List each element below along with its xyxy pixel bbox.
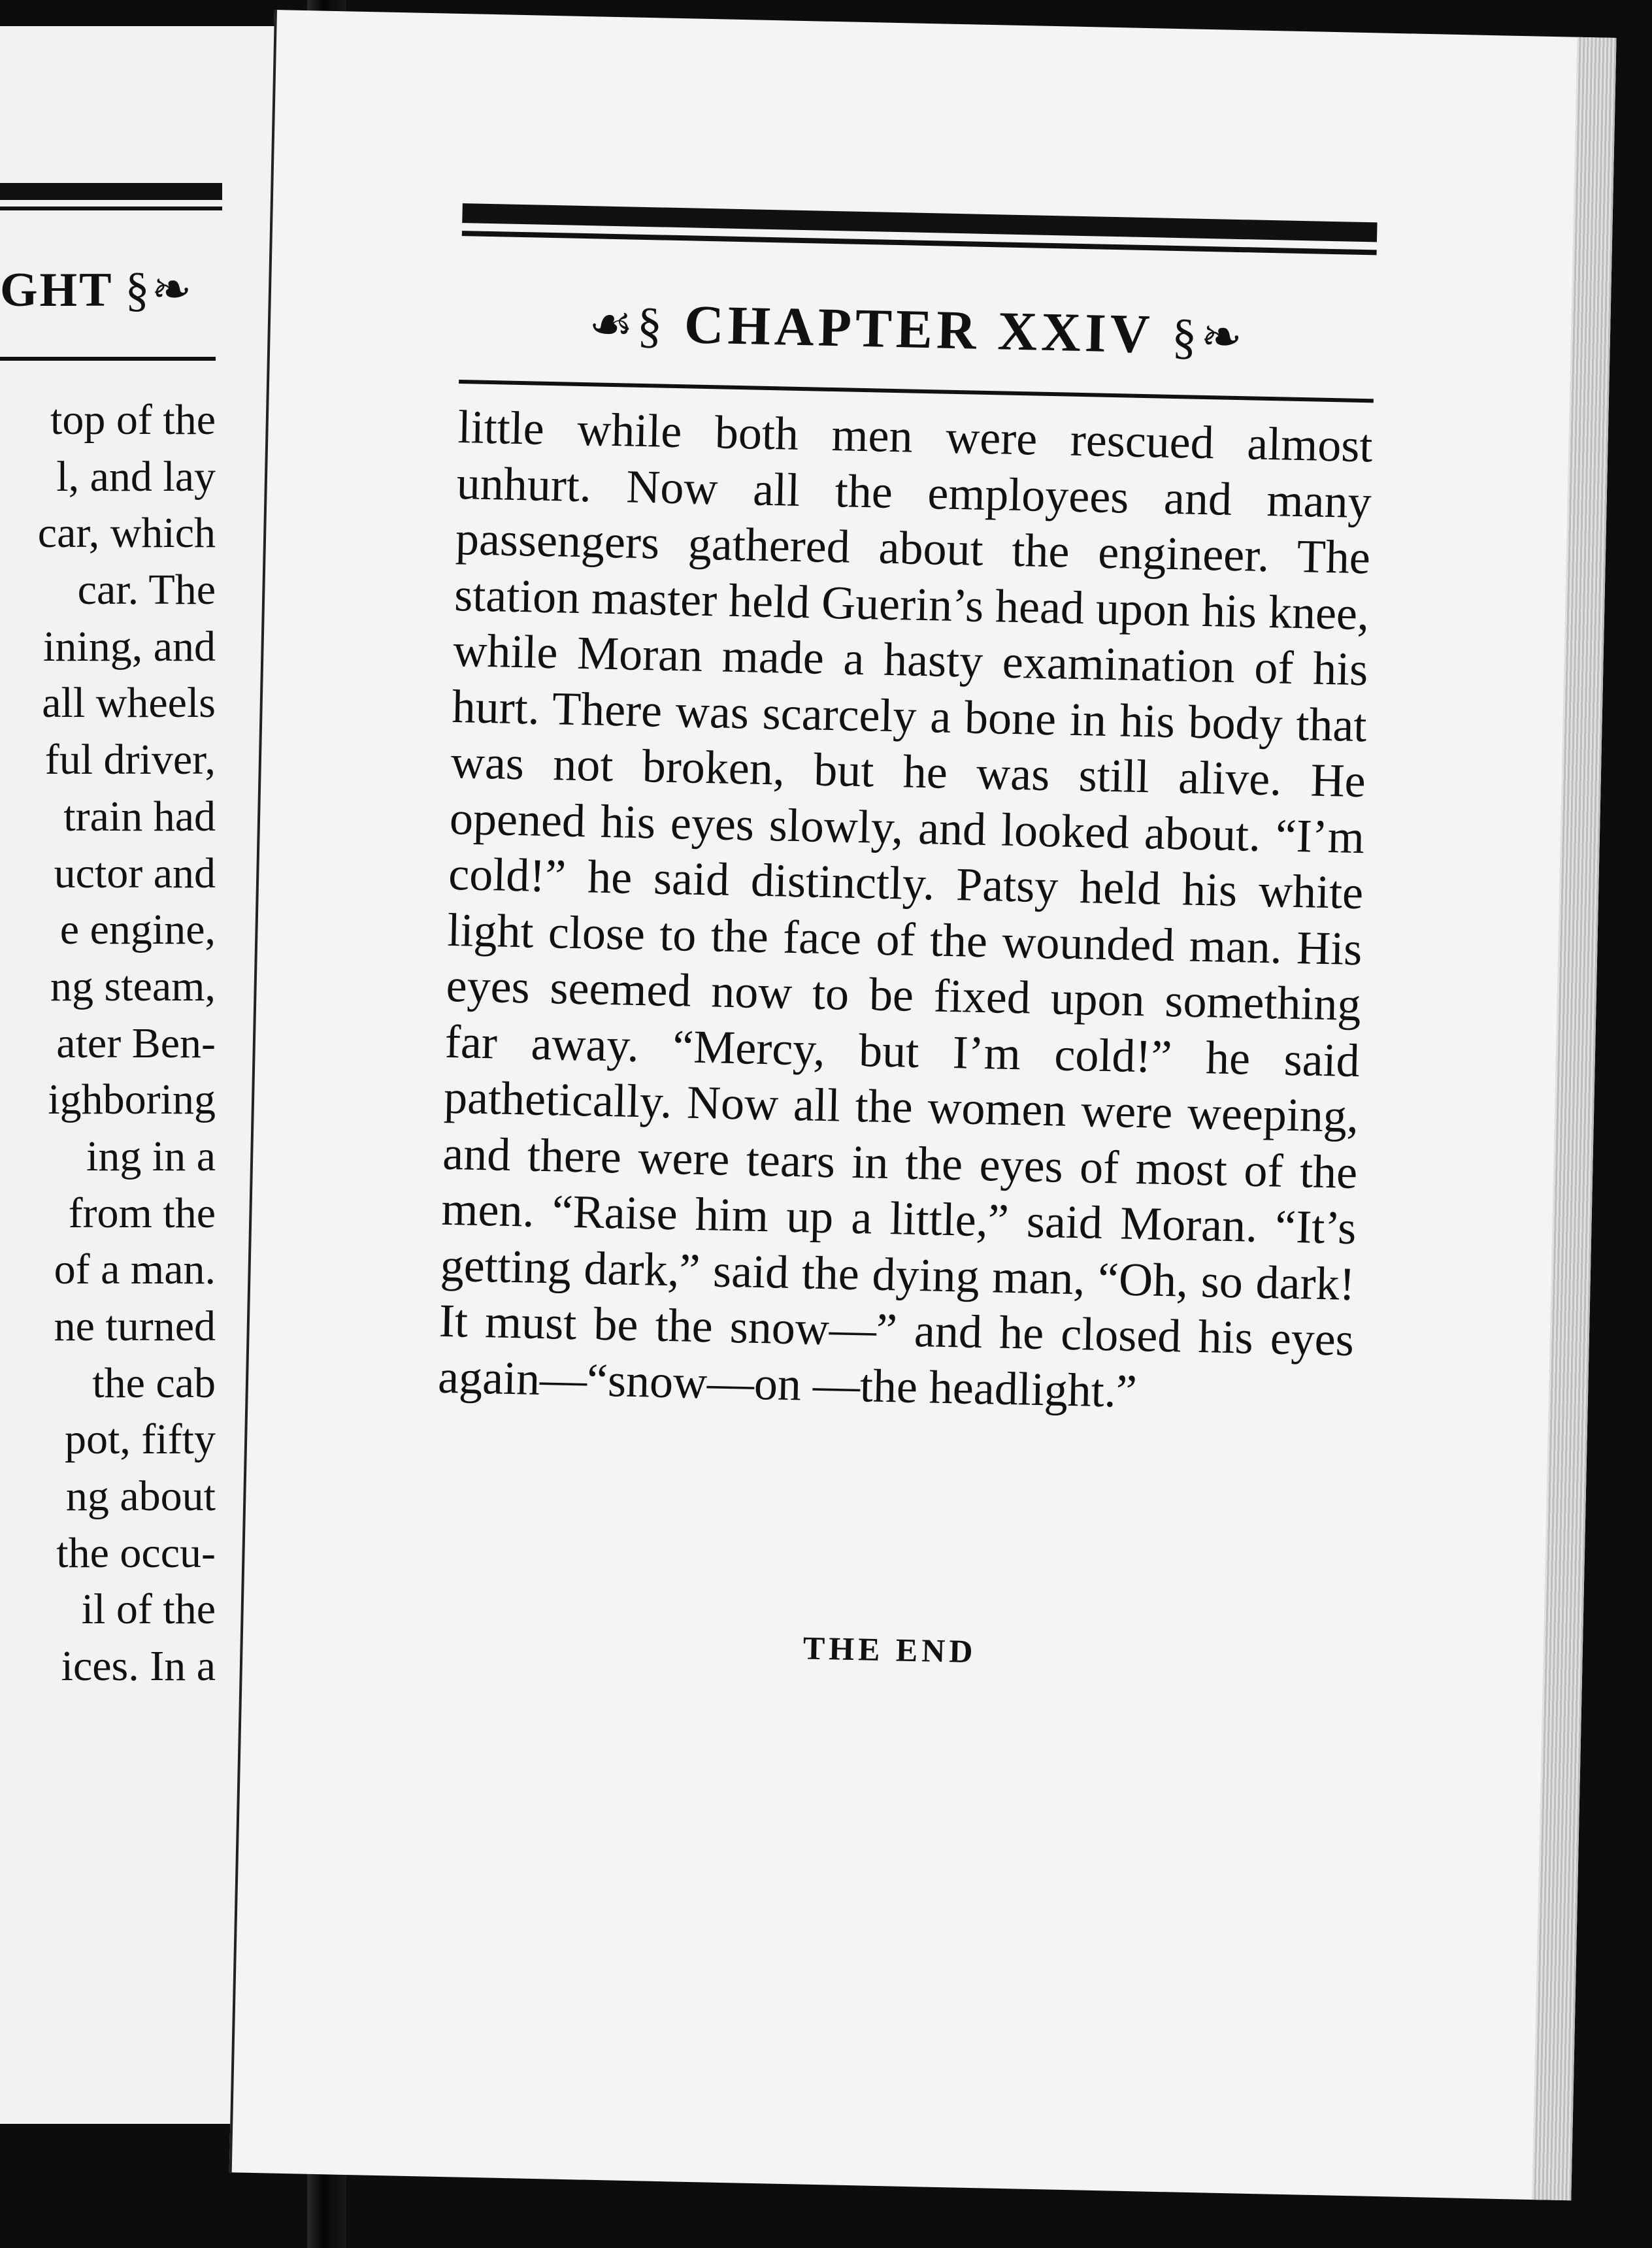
ornament-icon: §❧ [125, 263, 194, 317]
text-line: the occu- [56, 1529, 216, 1577]
the-end-label: THE END [802, 1629, 978, 1670]
chapter-body [437, 399, 1373, 1424]
text-line: e engine, [59, 906, 216, 954]
text-line: l, and lay [56, 452, 216, 501]
header-rule-thin [0, 207, 222, 210]
text-line: ater Ben- [56, 1019, 216, 1067]
chapter-title: CHAPTER XXIV [684, 294, 1155, 365]
text-line: pot, fifty [65, 1415, 216, 1464]
text-line: ne turned [54, 1302, 216, 1350]
text-line: ighboring [48, 1076, 216, 1124]
text-line: ining, and [43, 622, 216, 670]
text-line: top of the [50, 396, 216, 444]
previous-page-text [0, 392, 216, 1695]
running-head [0, 261, 194, 318]
ornament-left-icon: ☙§ [588, 297, 667, 354]
text-line: ng about [65, 1472, 216, 1521]
current-page [229, 10, 1617, 2200]
text-line: ing in a [86, 1132, 216, 1180]
text-line: all wheels [42, 679, 216, 727]
head-underline-rule [0, 357, 216, 361]
text-line: car. The [77, 566, 216, 614]
text-line: car, which [37, 509, 216, 557]
text-line: uctor and [54, 849, 216, 897]
ornament-right-icon: §❧ [1171, 308, 1247, 366]
text-line: ful driver, [44, 736, 216, 784]
header-rule-thick [0, 183, 222, 200]
heading-underline-rule [459, 380, 1374, 403]
text-line: of a man. [54, 1246, 216, 1294]
chapter-heading [459, 288, 1376, 371]
body-paragraph: little while both men were rescued almost unhurt. Now all the employees and many passengers gathered about the engineer. The station master held Guerin’s head upon his knee, while Moran made a hasty examination of his hurt. There was scarcely a bone in his body that was not broken, but he was still alive. He opened his eyes slowly, and looked about. “I’m cold!” he said distinctly. Patsy held his white light close to the face of the wounded man. His eyes seemed now to be fixed upon something far away. “Mercy, but I’m cold!” he said pathetically. Now all the women were weeping, and there were tears in the eyes of most of the men. “Raise him up a little,” said Moran. “It’s getting dark,” said the dying man, “Oh, so dark! It must be the snow—” and he closed his eyes again—“snow—on —the headlight.” [437, 401, 1374, 1417]
text-line: il of the [81, 1585, 216, 1634]
text-line: the cab [92, 1359, 216, 1407]
text-line: ices. In a [61, 1642, 216, 1691]
text-line: train had [63, 792, 216, 840]
text-line: ng steam, [50, 962, 216, 1010]
running-head-text: GHT [0, 263, 114, 317]
text-line: from the [68, 1189, 216, 1237]
page-edge-stack [1532, 37, 1616, 2201]
